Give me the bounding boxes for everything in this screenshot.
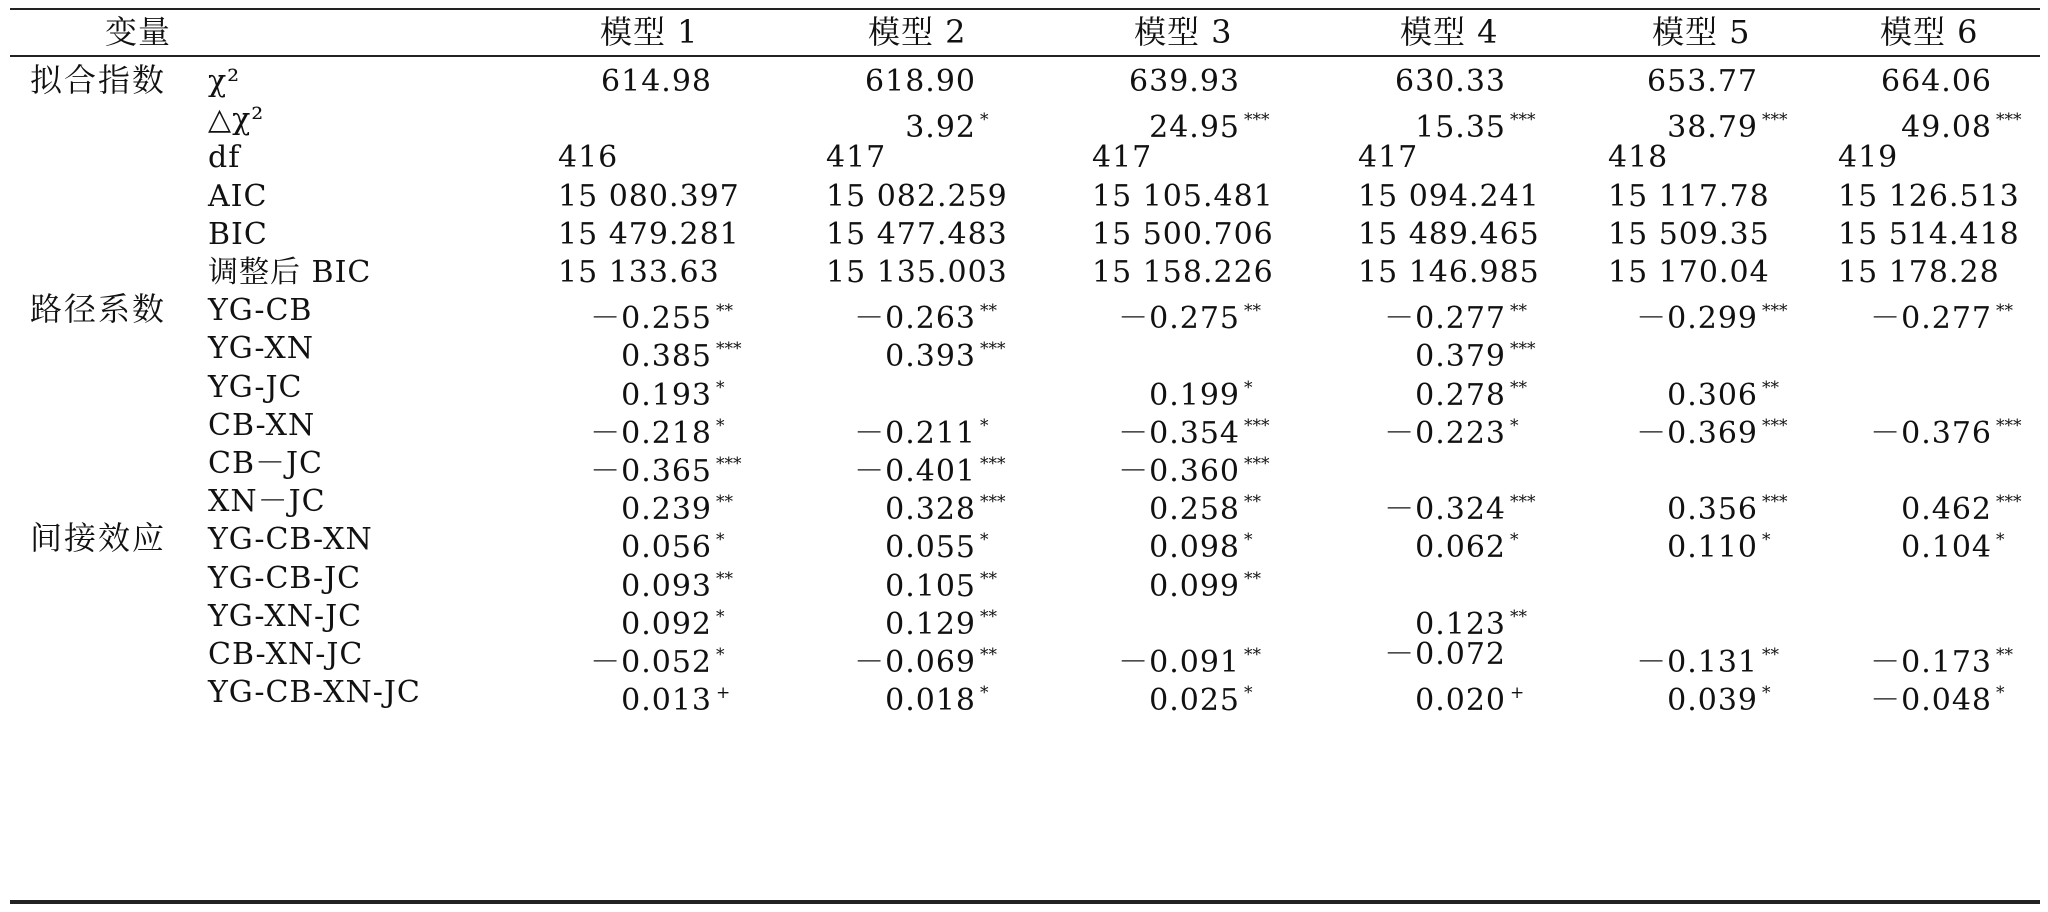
cell-value: 15 178.28 [1838,255,2000,290]
significance-mark: *** [1762,110,1788,131]
table-cell [865,62,976,102]
significance-mark: ** [1996,301,2013,322]
cell-value: 15 477.483 [826,216,1008,252]
table-cell [1608,253,1770,293]
table-cell [885,673,988,721]
cell-value: 0.020 [1415,683,1506,719]
header-model-6: 模型 6 [1880,13,1979,51]
significance-mark: ** [1762,645,1779,665]
significance-mark: * [980,415,989,436]
row-variable-name: χ² [208,64,241,99]
significance-mark: *** [980,454,1006,474]
table-cell [826,138,886,178]
significance-mark: * [716,415,725,436]
cell-value: 15 082.259 [826,178,1008,214]
significance-mark: + [716,683,731,704]
significance-mark: *** [1996,415,2022,436]
significance-mark: ** [1510,377,1527,398]
cell-value: －0.218 [590,415,712,451]
header-model-4: 模型 4 [1400,13,1499,51]
table-bottom-rule [10,900,2040,904]
cell-value: 0.025 [1149,683,1240,719]
table-cell [1901,100,2021,148]
table-cell [1358,177,1540,217]
table-cell [1092,177,1274,217]
cell-value: －0.277 [1870,301,1992,337]
cell-value: 0.199 [1149,377,1240,413]
significance-mark: ** [1762,377,1779,398]
header-model-3: 模型 3 [1134,13,1233,51]
header-variable: 变量 [105,13,172,51]
row-variable-name: CB-XN [208,407,316,443]
table-cell [1838,253,2000,293]
cell-value: 0.093 [621,568,712,604]
cell-value: 15 080.397 [558,178,740,214]
significance-mark: *** [980,492,1006,513]
significance-mark: * [1996,683,2005,704]
table-cell [1358,215,1540,255]
table-cell [1092,138,1152,178]
table-cell [558,138,618,178]
cell-value: 15 489.465 [1358,216,1540,252]
significance-mark: ** [1244,645,1261,665]
table-cell [1667,520,1770,568]
table-cell [1358,138,1418,178]
cell-value: 417 [826,140,887,176]
significance-mark: *** [1510,110,1536,131]
table-cell [1149,100,1269,148]
significance-mark: * [1510,415,1519,436]
table-cell [558,253,720,293]
cell-value: 15 133.63 [558,255,720,290]
cell-value: 15 135.003 [826,255,1008,290]
significance-mark: * [1762,683,1771,704]
row-variable-name: df [208,140,241,176]
significance-mark: *** [1244,415,1270,436]
cell-value: 0.098 [1149,530,1240,566]
cell-value: 418 [1608,140,1669,176]
table-cell [1667,673,1770,721]
table-cell [1608,138,1668,178]
cell-value: 0.123 [1415,606,1506,642]
cell-value: 0.356 [1667,492,1758,528]
cell-value: －0.324 [1384,492,1506,528]
table-cell [1415,673,1524,721]
significance-mark: ** [716,492,733,513]
cell-value: 15 105.481 [1092,178,1274,214]
significance-mark: ** [980,301,997,322]
cell-value: －0.401 [854,454,976,489]
table-cell [1118,291,1261,339]
cell-value: －0.255 [590,301,712,337]
row-variable-name: YG-CB-XN-JC [208,675,421,711]
significance-mark: + [1510,683,1525,704]
significance-mark: *** [716,339,742,360]
table-cell [1395,62,1506,102]
table-cell [1608,177,1770,217]
cell-value: 15 126.513 [1838,178,2020,214]
significance-mark: * [980,683,989,704]
cell-value: 0.462 [1901,492,1992,528]
row-variable-name: CB－JC [208,446,323,481]
cell-value: 630.33 [1395,64,1506,99]
row-variable-name: AIC [208,178,268,214]
cell-value: 15.35 [1415,110,1506,146]
significance-mark: * [980,530,989,551]
significance-mark: ** [980,568,997,589]
table-cell [1636,291,1787,339]
significance-mark: * [1244,530,1253,551]
table-top-rule [10,8,2040,10]
header-model-5: 模型 5 [1652,13,1751,51]
significance-mark: ** [980,606,997,627]
cell-value: 419 [1838,140,1899,176]
significance-mark: ** [1510,606,1527,627]
header-model-2: 模型 2 [868,13,967,51]
cell-value: 664.06 [1881,64,1992,99]
significance-mark: ** [980,645,997,665]
significance-mark: ** [716,568,733,589]
cell-value: －0.354 [1118,415,1240,451]
row-variable-name: CB-XN-JC [208,637,364,672]
cell-value: 24.95 [1149,110,1240,146]
significance-mark: * [1244,683,1253,704]
table-cell [1384,406,1518,454]
cell-value: －0.275 [1118,301,1240,337]
significance-mark: ** [1510,301,1527,322]
cell-value: 0.018 [885,683,976,719]
cell-value: 3.92 [905,110,976,146]
cell-value: －0.173 [1870,645,1992,680]
table-cell [558,215,740,255]
table-cell [1608,215,1770,255]
cell-value: －0.091 [1118,645,1240,680]
cell-value: －0.048 [1870,683,1992,719]
header-model-1: 模型 1 [600,13,699,51]
significance-mark: ** [1244,301,1261,322]
cell-value: －0.069 [854,645,976,680]
table-cell [1636,406,1787,454]
table-cell [826,215,1008,255]
cell-value: 15 479.281 [558,216,740,252]
table-cell [1881,62,1992,102]
significance-mark: *** [1244,110,1270,131]
cell-value: －0.365 [590,454,712,489]
table-cell [1358,253,1540,293]
row-variable-name: 调整后 BIC [208,255,372,290]
significance-mark: * [716,377,725,398]
cell-value: 639.93 [1129,64,1240,99]
cell-value: －0.223 [1384,415,1506,451]
significance-mark: *** [1244,454,1270,474]
significance-mark: * [980,110,989,131]
cell-value: 0.385 [621,339,712,375]
table-cell [1838,215,2020,255]
table-cell [1149,673,1252,721]
significance-mark: * [1244,377,1253,398]
cell-value: 614.98 [601,64,712,99]
significance-mark: *** [1510,339,1536,360]
cell-value: 0.393 [885,339,976,375]
table-cell [826,177,1008,217]
cell-value: 15 158.226 [1092,255,1274,290]
row-variable-name: YG-CB-JC [208,560,362,596]
significance-mark: * [1510,530,1519,551]
significance-mark: * [716,645,725,665]
cell-value: －0.369 [1636,415,1758,451]
cell-value: 0.129 [885,606,976,642]
cell-value: 15 170.04 [1608,255,1770,290]
cell-value: 0.193 [621,377,712,413]
table-cell [1092,253,1274,293]
table-cell [558,177,740,217]
significance-mark: *** [716,454,742,474]
table-cell [905,100,988,148]
table-cell [1870,673,2004,721]
row-variable-name: XN－JC [208,484,326,520]
cell-value: 417 [1358,140,1419,176]
group-label: 路径系数 [30,290,167,329]
table-cell [1384,635,1506,675]
significance-mark: *** [1996,110,2022,131]
row-variable-name: YG-CB-XN [208,522,373,558]
group-label: 拟合指数 [30,61,167,99]
cell-value: 653.77 [1647,64,1758,99]
cell-value: 0.258 [1149,492,1240,528]
significance-mark: ** [1244,568,1261,589]
cell-value: 0.099 [1149,568,1240,604]
cell-value: 0.055 [885,530,976,566]
table-cell [1870,291,2013,339]
cell-value: 38.79 [1667,110,1758,146]
significance-mark: ** [1996,645,2013,665]
cell-value: －0.052 [590,645,712,680]
cell-value: 15 514.418 [1838,216,2020,252]
cell-value: 0.379 [1415,339,1506,375]
cell-value: 0.110 [1667,530,1758,566]
cell-value: 0.056 [621,530,712,566]
cell-value: 15 146.985 [1358,255,1540,290]
cell-value: 0.092 [621,606,712,642]
table-cell [1129,62,1240,102]
table-cell [885,329,1005,377]
cell-value: －0.131 [1636,645,1758,680]
cell-value: 0.062 [1415,530,1506,566]
significance-mark: * [1996,530,2005,551]
group-label: 间接效应 [30,519,167,558]
cell-value: 15 117.78 [1608,178,1770,214]
table-cell [1415,100,1535,148]
cell-value: 0.104 [1901,530,1992,566]
significance-mark: *** [980,339,1006,360]
cell-value: －0.263 [854,301,976,337]
cell-value: 15 094.241 [1358,178,1540,214]
table-header-rule [10,55,2040,57]
table-cell [601,62,712,102]
significance-mark: *** [1762,492,1788,513]
cell-value: 15 500.706 [1092,216,1274,252]
cell-value: －0.211 [854,415,976,451]
cell-value: 0.278 [1415,377,1506,413]
table-cell [1092,215,1274,255]
table-cell [1870,406,2021,454]
row-variable-name: YG-XN-JC [208,598,363,634]
table-cell [621,673,730,721]
table-cell [1838,177,2020,217]
cell-value: 15 509.35 [1608,216,1770,252]
table-cell [1647,62,1758,102]
significance-mark: *** [1510,492,1536,513]
cell-value: 0.306 [1667,377,1758,413]
cell-value: －0.360 [1118,454,1240,489]
significance-mark: * [716,530,725,551]
row-variable-name: YG-XN [208,331,315,367]
cell-value: 0.105 [885,568,976,604]
significance-mark: *** [1996,492,2022,513]
significance-mark: * [716,606,725,627]
cell-value: －0.299 [1636,301,1758,337]
significance-mark: *** [1762,415,1788,436]
table-cell [826,253,1008,293]
table-cell [1149,559,1261,607]
cell-value: －0.072 [1384,637,1506,672]
table-cell [1838,138,1898,178]
significance-mark: ** [716,301,733,322]
cell-value: 0.039 [1667,683,1758,719]
cell-value: 416 [558,140,619,176]
cell-value: －0.376 [1870,415,1992,451]
significance-mark: *** [1762,301,1788,322]
significance-mark: * [1762,530,1771,551]
cell-value: 49.08 [1901,110,1992,146]
cell-value: 0.328 [885,492,976,528]
cell-value: －0.277 [1384,301,1506,337]
row-variable-name: YG-CB [208,293,313,329]
row-variable-name: △χ² [208,102,265,138]
cell-value: 417 [1092,140,1153,176]
row-variable-name: BIC [208,216,268,252]
table-cell [1415,520,1518,568]
cell-value: 0.239 [621,492,712,528]
significance-mark: ** [1244,492,1261,513]
cell-value: 618.90 [865,64,976,99]
table-cell [1901,520,2004,568]
row-variable-name: YG-JC [208,369,303,405]
cell-value: 0.013 [621,683,712,719]
table-cell [1667,100,1787,148]
